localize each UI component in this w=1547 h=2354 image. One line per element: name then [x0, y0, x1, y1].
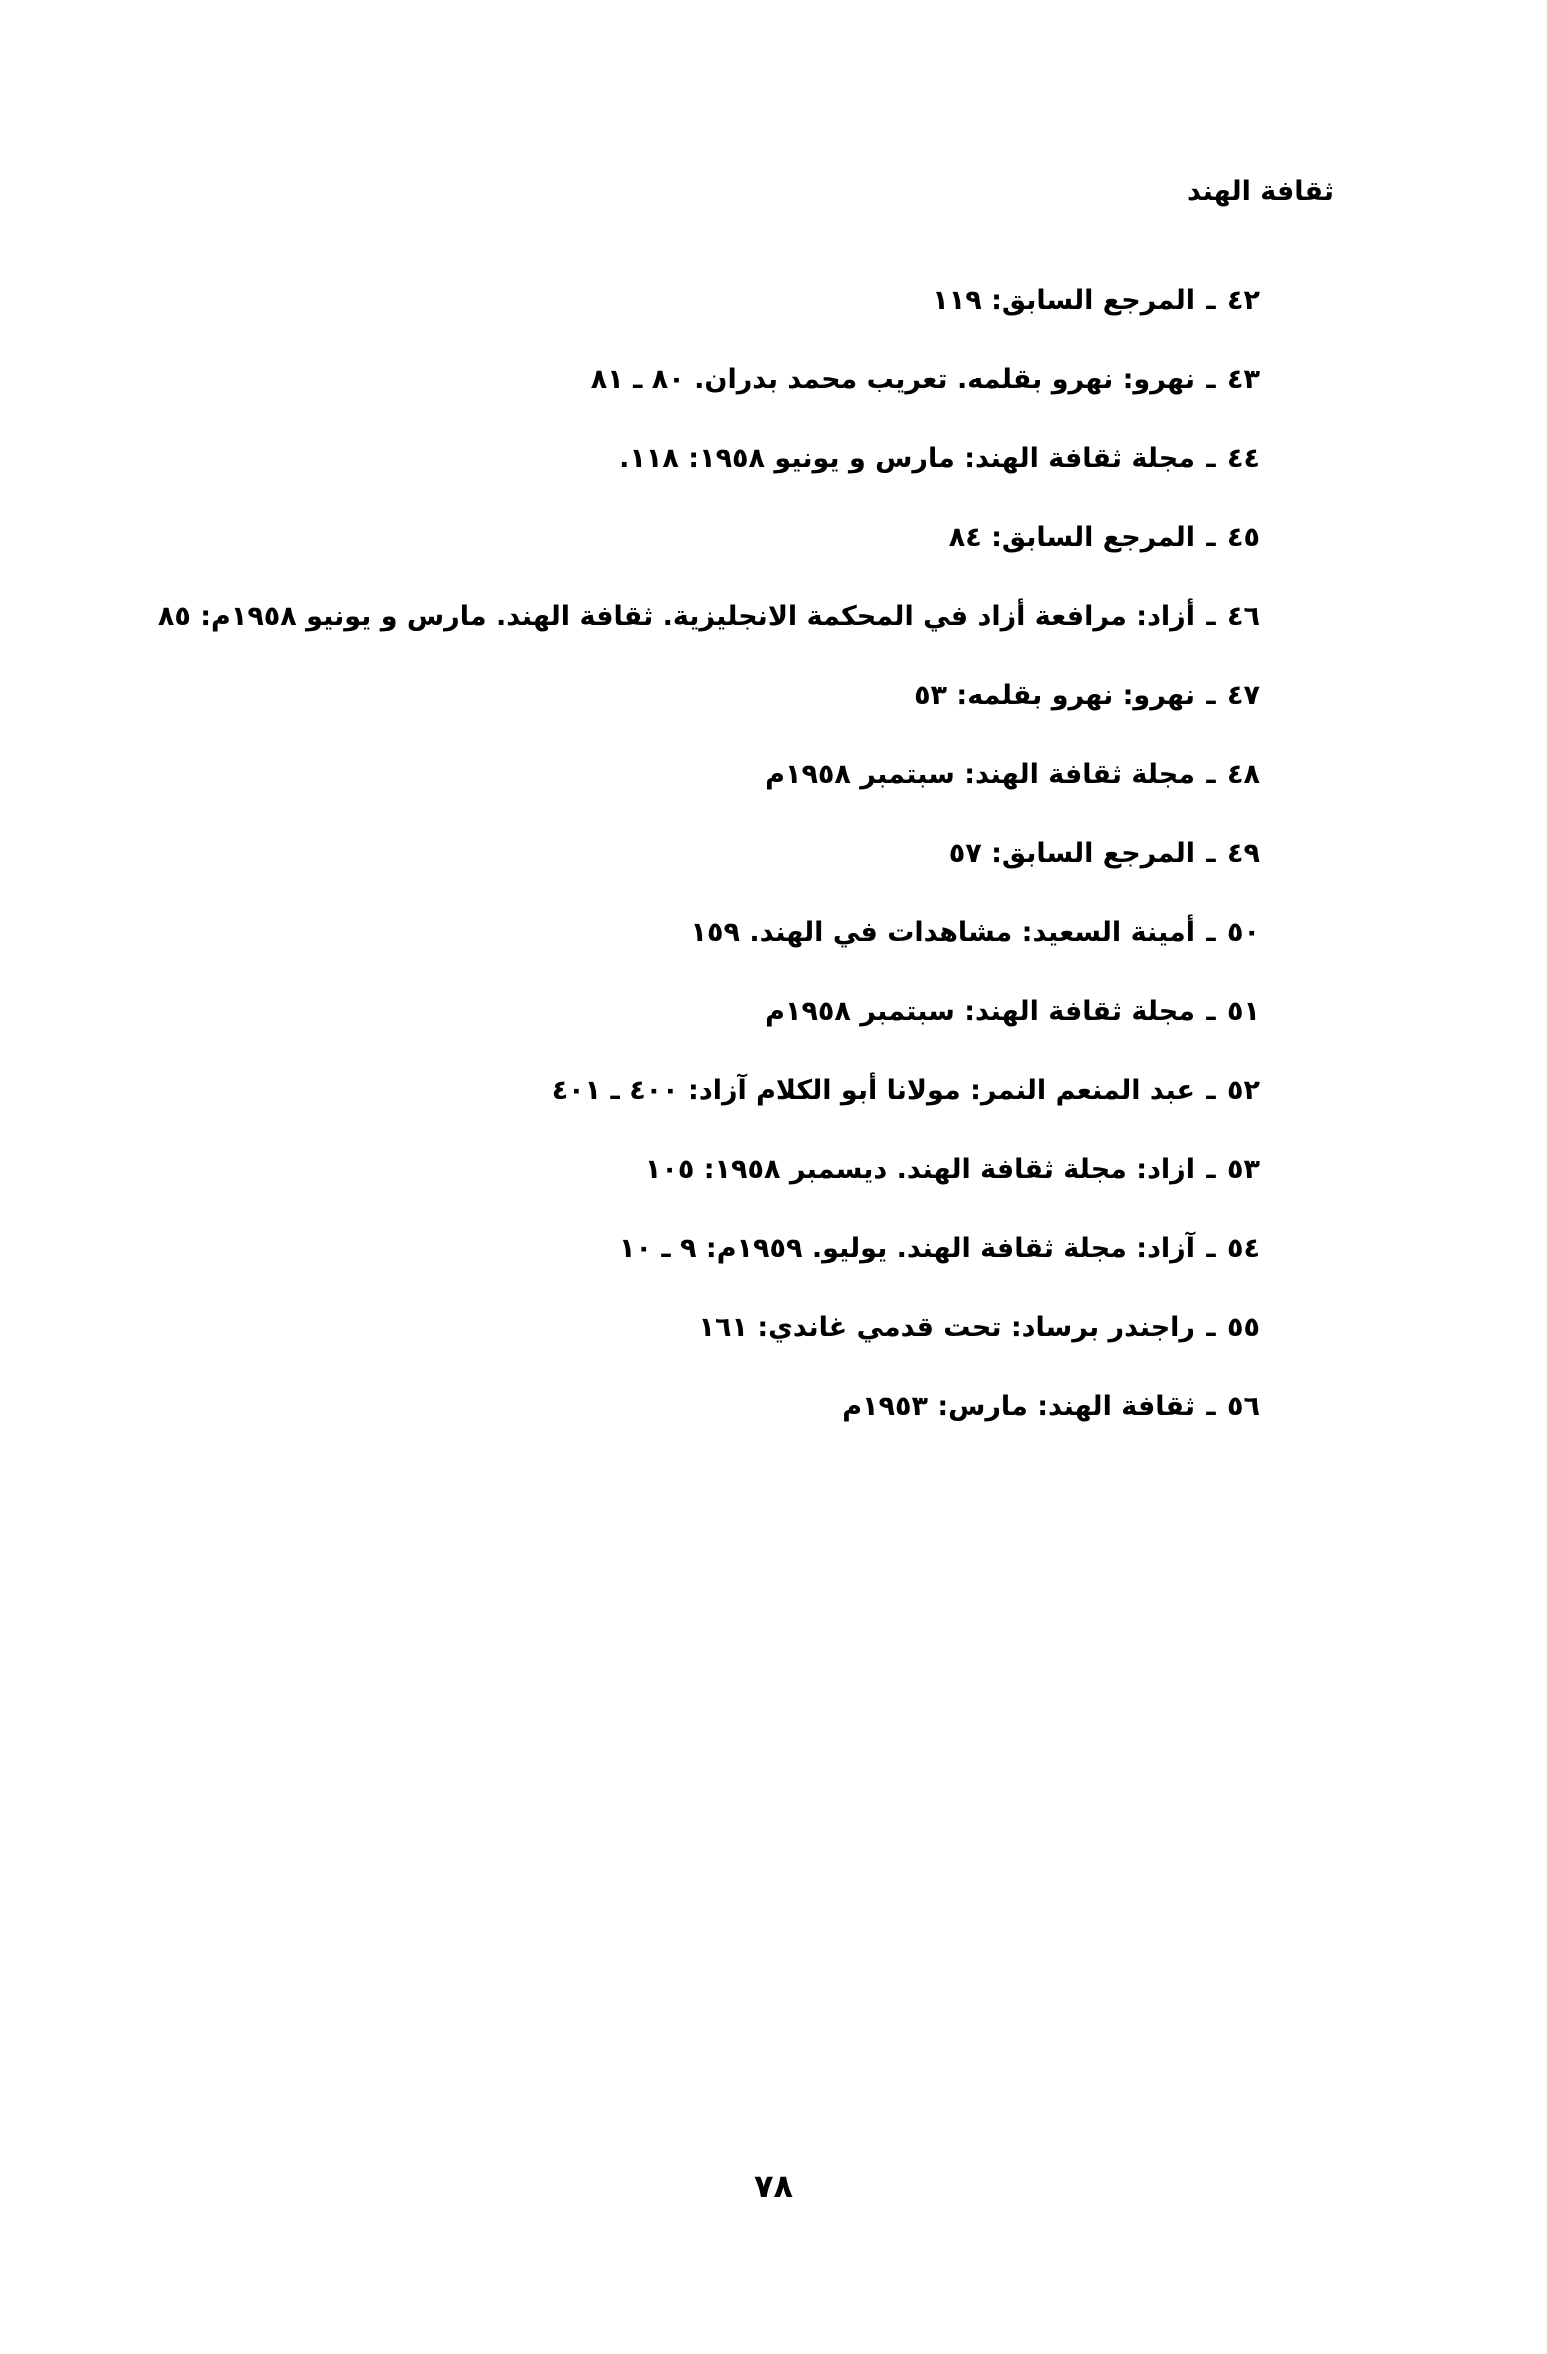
- endnote-number: ٥٦: [1227, 1391, 1260, 1422]
- endnote-number: ٥١: [1227, 996, 1260, 1027]
- endnote-item: [158, 1153, 1260, 1232]
- endnote-separator: ـ: [1206, 1154, 1216, 1185]
- endnote-text: مجلة ثقافة الهند: مارس و يونيو ١٩٥٨: ١١٨.: [619, 443, 1195, 474]
- endnote-number: ٤٩: [1227, 838, 1260, 869]
- endnote-item: [158, 679, 1260, 758]
- endnote-item: [158, 363, 1260, 442]
- endnote-separator: ـ: [1206, 601, 1216, 632]
- page-number: ٧٨: [753, 2167, 794, 2205]
- endnote-text: أمينة السعيد: مشاهدات في الهند. ١٥٩: [690, 917, 1195, 948]
- endnote-separator: ـ: [1206, 1075, 1216, 1106]
- endnote-text: المرجع السابق: ٨٤: [948, 522, 1195, 553]
- endnote-number: ٥٢: [1227, 1075, 1260, 1106]
- endnote-separator: ـ: [1206, 364, 1216, 395]
- endnote-number: ٤٨: [1227, 759, 1260, 790]
- endnote-item: [158, 1074, 1260, 1153]
- endnote-item: [158, 758, 1260, 837]
- endnote-text: مجلة ثقافة الهند: سبتمبر ١٩٥٨م: [765, 759, 1195, 790]
- endnote-number: ٥٠: [1227, 917, 1260, 948]
- endnote-item: [158, 1232, 1260, 1311]
- endnote-separator: ـ: [1206, 1233, 1216, 1264]
- endnote-text: نهرو: نهرو بقلمه: ٥٣: [914, 680, 1195, 711]
- endnote-separator: ـ: [1206, 759, 1216, 790]
- endnote-separator: ـ: [1206, 1312, 1216, 1343]
- endnote-text: راجندر برساد: تحت قدمي غاندي: ١٦١: [698, 1312, 1195, 1343]
- endnote-item: [158, 995, 1260, 1074]
- endnote-text: المرجع السابق: ١١٩: [932, 285, 1195, 316]
- running-header: ثقافة الهند: [1187, 176, 1334, 207]
- endnote-number: ٥٥: [1227, 1312, 1260, 1343]
- endnote-number: ٥٤: [1227, 1233, 1260, 1264]
- endnote-text: أزاد: مرافعة أزاد في المحكمة الانجليزية. ثقافة الهند. مارس و يونيو ١٩٥٨م: ٨٥: [157, 601, 1195, 632]
- endnote-item: [158, 284, 1260, 363]
- endnote-text: نهرو: نهرو بقلمه. تعريب محمد بدران. ٨٠ ـ ٨١: [590, 364, 1195, 395]
- endnote-number: ٤٧: [1227, 680, 1260, 711]
- endnote-separator: ـ: [1206, 522, 1216, 553]
- endnote-text: مجلة ثقافة الهند: سبتمبر ١٩٥٨م: [765, 996, 1195, 1027]
- endnote-separator: ـ: [1206, 838, 1216, 869]
- endnote-text: آزاد: مجلة ثقافة الهند. يوليو. ١٩٥٩م: ٩ ـ ١٠: [619, 1233, 1195, 1264]
- endnote-separator: ـ: [1206, 285, 1216, 316]
- endnote-separator: ـ: [1206, 443, 1216, 474]
- endnote-number: ٤٢: [1227, 285, 1260, 316]
- endnote-text: ثقافة الهند: مارس: ١٩٥٣م: [842, 1391, 1195, 1422]
- endnote-number: ٤٣: [1227, 364, 1260, 395]
- endnote-text: ازاد: مجلة ثقافة الهند. ديسمبر ١٩٥٨: ١٠٥: [644, 1154, 1195, 1185]
- endnote-text: عبد المنعم النمر: مولانا أبو الكلام آزاد: ٤٠٠ ـ ٤٠١: [551, 1075, 1195, 1106]
- endnote-number: ٤٦: [1227, 601, 1260, 632]
- endnote-item: [158, 1311, 1260, 1390]
- endnote-item: [158, 521, 1260, 600]
- endnote-separator: ـ: [1206, 917, 1216, 948]
- endnote-item: [158, 442, 1260, 521]
- endnote-item: [158, 916, 1260, 995]
- endnote-item: [158, 600, 1260, 679]
- endnote-text: المرجع السابق: ٥٧: [948, 838, 1195, 869]
- endnote-separator: ـ: [1206, 680, 1216, 711]
- endnote-separator: ـ: [1206, 1391, 1216, 1422]
- endnote-item: [158, 1390, 1260, 1469]
- endnotes-list: [158, 284, 1260, 1469]
- endnote-separator: ـ: [1206, 996, 1216, 1027]
- endnote-number: ٥٣: [1227, 1154, 1260, 1185]
- endnote-number: ٤٤: [1227, 443, 1260, 474]
- endnote-item: [158, 837, 1260, 916]
- endnote-number: ٤٥: [1227, 522, 1260, 553]
